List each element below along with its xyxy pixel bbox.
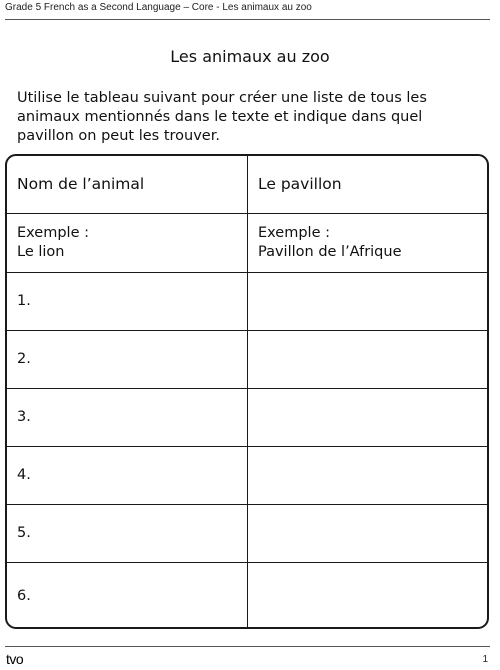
document-header: Grade 5 French as a Second Language – Core - Les animaux au zoo [5, 2, 312, 13]
pavillon-answer-cell[interactable] [248, 563, 487, 629]
page-number: 1 [482, 654, 488, 665]
page-title: Les animaux au zoo [170, 47, 330, 66]
animal-answer-cell[interactable]: 1. [7, 273, 248, 330]
example-pavillon-value: Pavillon de l’Afrique [258, 244, 402, 260]
pavillon-answer-cell[interactable] [248, 447, 487, 504]
instructions-text: Utilise le tableau suivant pour créer une liste de tous les animaux mentionnés dans le texte et indique dans quel pavillon on peut les trouver. [17, 90, 427, 144]
tvo-logo: tvo [6, 651, 24, 667]
table-header-row [7, 156, 487, 214]
table-row [7, 331, 487, 389]
animal-answer-cell[interactable]: 2. [7, 331, 248, 388]
table-row [7, 505, 487, 563]
pavillon-answer-cell[interactable] [248, 389, 487, 446]
animal-answer-cell[interactable]: 5. [7, 505, 248, 562]
animal-answer-cell[interactable]: 3. [7, 389, 248, 446]
table-row [7, 273, 487, 331]
table-row [7, 389, 487, 447]
footer-divider [5, 646, 490, 647]
example-label: Exemple : [258, 225, 330, 241]
pavillon-answer-cell[interactable] [248, 331, 487, 388]
example-label: Exemple : [17, 225, 89, 241]
table-example-row [7, 214, 487, 273]
example-pavillon-cell [248, 214, 487, 272]
table-row [7, 563, 487, 629]
example-animal-value: Le lion [17, 244, 65, 260]
pavillon-answer-cell[interactable] [248, 273, 487, 330]
animal-answer-cell[interactable]: 4. [7, 447, 248, 504]
example-animal-cell [7, 214, 248, 272]
column-header-pavillon: Le pavillon [258, 175, 342, 193]
pavillon-answer-cell[interactable] [248, 505, 487, 562]
animal-table [5, 154, 489, 629]
animal-answer-cell[interactable]: 6. [7, 563, 248, 629]
table-row [7, 447, 487, 505]
column-header-animal: Nom de l’animal [7, 156, 248, 213]
header-divider [5, 19, 490, 20]
